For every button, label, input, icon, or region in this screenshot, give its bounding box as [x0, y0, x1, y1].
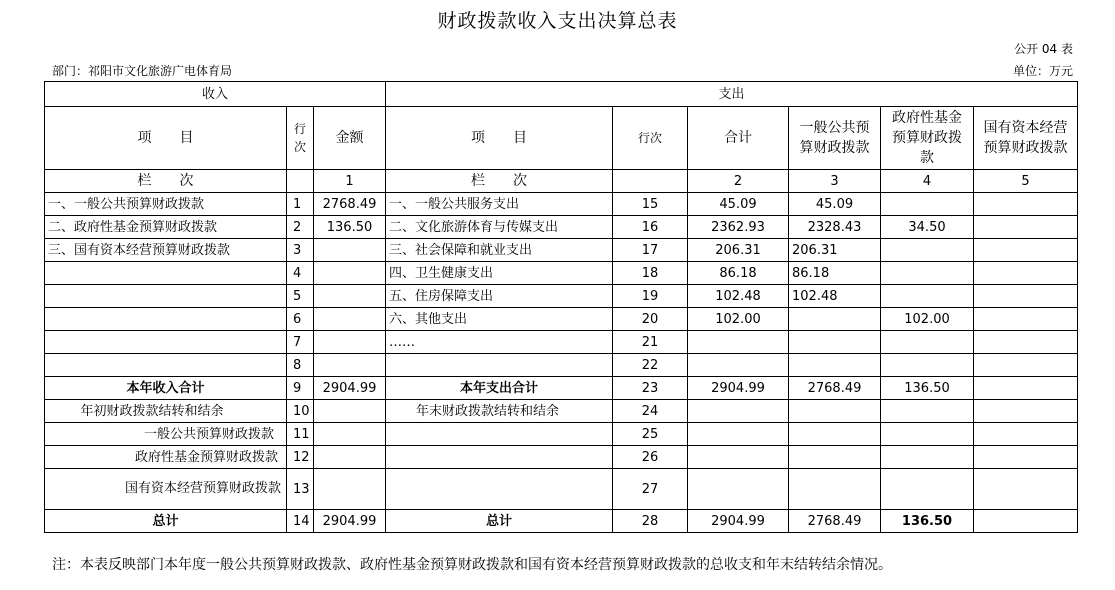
expense-total-cell: 2904.99: [688, 510, 789, 533]
expense-line-no-cell: 21: [613, 331, 688, 354]
table-row: [45, 377, 1078, 400]
expense-item-cell: ……: [386, 331, 613, 354]
general-budget-cell: [789, 400, 881, 423]
expense-line-no-cell: 23: [613, 377, 688, 400]
income-line-no-cell: 12: [287, 446, 314, 469]
expense-total-cell: 86.18: [688, 262, 789, 285]
income-item-cell: [45, 354, 287, 377]
expense-total-header: 合计: [688, 107, 789, 170]
expense-item-cell: 五、住房保障支出: [386, 285, 613, 308]
table-row: [45, 262, 1078, 285]
income-line-no-cell: 10: [287, 400, 314, 423]
table-row: [45, 331, 1078, 354]
table-row: [45, 193, 1078, 216]
gov-fund-cell: [881, 193, 974, 216]
expense-line-no-cell: 19: [613, 285, 688, 308]
state-capital-cell: [974, 400, 1078, 423]
general-budget-cell: 86.18: [789, 262, 881, 285]
state-capital-cell: [974, 285, 1078, 308]
state-capital-cell: [974, 469, 1078, 510]
expense-item-cell: [386, 446, 613, 469]
state-capital-cell: [974, 354, 1078, 377]
expense-item-cell: 二、文化旅游体育与传媒支出: [386, 216, 613, 239]
income-amount-cell: [314, 308, 386, 331]
expense-total-cell: 2904.99: [688, 377, 789, 400]
income-item-cell: 政府性基金预算财政拨款: [45, 446, 287, 469]
state-capital-cell: [974, 377, 1078, 400]
income-line-no-cell: 13: [287, 469, 314, 510]
gov-fund-cell: [881, 354, 974, 377]
form-number: 公开 04 表: [1014, 42, 1073, 56]
column-index-cell: 3: [789, 170, 881, 193]
expense-total-cell: [688, 446, 789, 469]
income-item-cell: 三、国有资本经营预算财政拨款: [45, 239, 287, 262]
expense-total-cell: [688, 331, 789, 354]
expense-total-cell: 45.09: [688, 193, 789, 216]
general-budget-cell: 2328.43: [789, 216, 881, 239]
income-line-no-cell: 3: [287, 239, 314, 262]
income-item-cell: [45, 262, 287, 285]
expense-line-no-cell: 25: [613, 423, 688, 446]
expense-col-label: 栏 次: [386, 170, 613, 193]
income-item-cell: 本年收入合计: [45, 377, 287, 400]
income-amount-cell: [314, 423, 386, 446]
income-item-cell: 总计: [45, 510, 287, 533]
table-row: [45, 216, 1078, 239]
table-row: [45, 400, 1078, 423]
department-label: 部门：祁阳市文化旅游广电体育局: [52, 64, 233, 78]
income-amount-cell: [314, 285, 386, 308]
income-item-header: 项 目: [45, 107, 287, 170]
income-amount-cell: [314, 239, 386, 262]
gov-fund-cell: [881, 285, 974, 308]
state-capital-cell: [974, 423, 1078, 446]
expense-line-no-cell: 15: [613, 193, 688, 216]
income-line-no-cell: 8: [287, 354, 314, 377]
expense-line-no-cell: 28: [613, 510, 688, 533]
income-amount-cell: [314, 331, 386, 354]
column-index-cell: [287, 170, 314, 193]
expense-total-cell: 102.00: [688, 308, 789, 331]
income-amount-cell: [314, 400, 386, 423]
expense-item-header: 项 目: [386, 107, 613, 170]
general-budget-header: 一般公共预算财政拨款: [789, 107, 881, 170]
income-amount-cell: [314, 469, 386, 510]
income-amount-cell: [314, 262, 386, 285]
expense-item-cell: [386, 469, 613, 510]
income-amount-cell: 136.50: [314, 216, 386, 239]
general-budget-cell: [789, 331, 881, 354]
income-amount-header: 金额: [314, 107, 386, 170]
expense-item-cell: 年末财政拨款结转和结余: [386, 400, 613, 423]
gov-fund-cell: [881, 400, 974, 423]
general-budget-cell: [789, 469, 881, 510]
table-row: [45, 239, 1078, 262]
income-line-no-cell: 2: [287, 216, 314, 239]
gov-fund-cell: 34.50: [881, 216, 974, 239]
table-row: [45, 423, 1078, 446]
general-budget-cell: 102.48: [789, 285, 881, 308]
general-budget-cell: 2768.49: [789, 510, 881, 533]
expense-item-cell: 本年支出合计: [386, 377, 613, 400]
income-item-cell: [45, 331, 287, 354]
gov-fund-cell: [881, 469, 974, 510]
column-index-cell: 5: [974, 170, 1078, 193]
expense-total-cell: 2362.93: [688, 216, 789, 239]
expense-item-cell: 三、社会保障和就业支出: [386, 239, 613, 262]
income-line-no-cell: 4: [287, 262, 314, 285]
table-row: [45, 285, 1078, 308]
page-title: 财政拨款收入支出决算总表: [437, 10, 678, 32]
column-index-cell: 2: [688, 170, 789, 193]
general-budget-cell: [789, 446, 881, 469]
expense-line-no-cell: 18: [613, 262, 688, 285]
income-item-cell: 一、一般公共预算财政拨款: [45, 193, 287, 216]
gov-fund-header: 政府性基金预算财政拨款: [881, 107, 974, 170]
table-row: [45, 308, 1078, 331]
income-line-no-cell: 9: [287, 377, 314, 400]
column-index-cell: 4: [881, 170, 974, 193]
state-capital-cell: [974, 331, 1078, 354]
gov-fund-cell: 136.50: [881, 510, 974, 533]
income-amount-cell: [314, 354, 386, 377]
income-line-no-cell: 11: [287, 423, 314, 446]
state-capital-cell: [974, 308, 1078, 331]
expense-line-no-cell: 17: [613, 239, 688, 262]
expense-total-cell: [688, 354, 789, 377]
header-row-section: [45, 82, 1078, 107]
expense-section-header: 支出: [386, 82, 1078, 107]
income-item-cell: 年初财政拨款结转和结余: [45, 400, 287, 423]
gov-fund-cell: [881, 239, 974, 262]
income-amount-cell: 2904.99: [314, 510, 386, 533]
income-line-no-cell: 14: [287, 510, 314, 533]
expense-line-no-cell: 27: [613, 469, 688, 510]
gov-fund-cell: [881, 423, 974, 446]
expense-item-cell: [386, 423, 613, 446]
expense-line-no-header: 行次: [613, 107, 688, 170]
column-index-cell: [613, 170, 688, 193]
state-capital-cell: [974, 446, 1078, 469]
gov-fund-cell: 102.00: [881, 308, 974, 331]
expense-item-cell: 六、其他支出: [386, 308, 613, 331]
income-line-no-cell: 6: [287, 308, 314, 331]
income-section-header: 收入: [45, 82, 386, 107]
general-budget-cell: [789, 423, 881, 446]
state-capital-cell: [974, 193, 1078, 216]
income-amount-cell: [314, 446, 386, 469]
general-budget-cell: 206.31: [789, 239, 881, 262]
income-item-cell: 二、政府性基金预算财政拨款: [45, 216, 287, 239]
table-row: [45, 446, 1078, 469]
unit-label: 单位：万元: [1012, 64, 1073, 78]
column-index-row: [45, 170, 1078, 193]
income-item-cell: 一般公共预算财政拨款: [45, 423, 287, 446]
footnote: 注：本表反映部门本年度一般公共预算财政拨款、政府性基金预算财政拨款和国有资本经营预算财政拨款的总收支和年末结转结余情况。: [52, 557, 892, 573]
income-line-no-header: 行次: [287, 107, 314, 170]
expense-item-cell: 四、卫生健康支出: [386, 262, 613, 285]
state-capital-cell: [974, 510, 1078, 533]
state-capital-header: 国有资本经营预算财政拨款: [974, 107, 1078, 170]
expense-line-no-cell: 22: [613, 354, 688, 377]
general-budget-cell: 45.09: [789, 193, 881, 216]
gov-fund-cell: [881, 331, 974, 354]
income-line-no-cell: 5: [287, 285, 314, 308]
table-row: [45, 469, 1078, 510]
income-col-label: 栏 次: [45, 170, 287, 193]
income-line-no-cell: 7: [287, 331, 314, 354]
expense-item-cell: 总计: [386, 510, 613, 533]
income-item-cell: [45, 285, 287, 308]
expense-line-no-cell: 26: [613, 446, 688, 469]
expense-item-cell: 一、一般公共服务支出: [386, 193, 613, 216]
general-budget-cell: 2768.49: [789, 377, 881, 400]
income-item-cell: [45, 308, 287, 331]
expense-line-no-cell: 24: [613, 400, 688, 423]
expense-total-cell: [688, 469, 789, 510]
state-capital-cell: [974, 216, 1078, 239]
expense-total-cell: 206.31: [688, 239, 789, 262]
state-capital-cell: [974, 239, 1078, 262]
header-row-columns: [45, 107, 1078, 170]
income-amount-cell: 2904.99: [314, 377, 386, 400]
general-budget-cell: [789, 308, 881, 331]
income-item-cell: 国有资本经营预算财政拨款: [45, 469, 287, 510]
expense-item-cell: [386, 354, 613, 377]
gov-fund-cell: [881, 262, 974, 285]
expense-line-no-cell: 20: [613, 308, 688, 331]
state-capital-cell: [974, 262, 1078, 285]
table-row: [45, 354, 1078, 377]
income-line-no-cell: 1: [287, 193, 314, 216]
expense-total-cell: [688, 400, 789, 423]
general-budget-cell: [789, 354, 881, 377]
expense-total-cell: [688, 423, 789, 446]
expense-total-cell: 102.48: [688, 285, 789, 308]
gov-fund-cell: 136.50: [881, 377, 974, 400]
expense-line-no-cell: 16: [613, 216, 688, 239]
gov-fund-cell: [881, 446, 974, 469]
column-index-cell: 1: [314, 170, 386, 193]
income-amount-cell: 2768.49: [314, 193, 386, 216]
fiscal-summary-table: [44, 81, 1078, 533]
table-row: [45, 510, 1078, 533]
